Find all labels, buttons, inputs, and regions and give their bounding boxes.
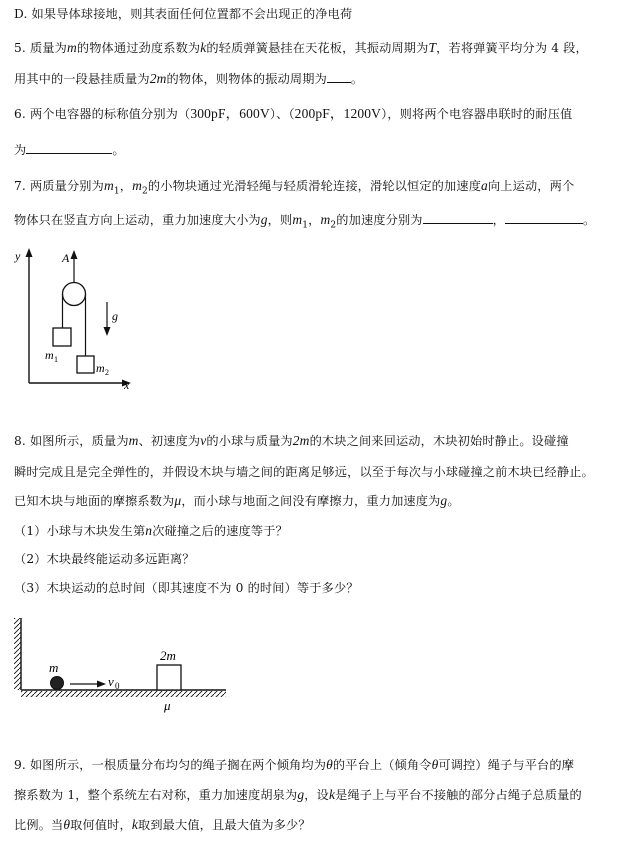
q6-text: ），则将两个电容器串联时的耐压值 bbox=[381, 107, 573, 121]
q5-text: 的轻质弹簧悬挂在天花板，其振动周期为 bbox=[206, 41, 429, 55]
q8-var-m: m bbox=[128, 433, 139, 448]
q5-text: 的物体通过劲度系数为 bbox=[76, 41, 201, 55]
q7-text: 。 bbox=[583, 213, 596, 227]
gravity-label: g bbox=[112, 309, 118, 323]
q9-text: ，设 bbox=[304, 788, 329, 802]
q6-text: ）、（ bbox=[269, 107, 295, 121]
q9-var-k: k bbox=[328, 787, 336, 802]
q5-text: 用其中的一段悬挂质量为 bbox=[14, 72, 150, 86]
q9-line-2 bbox=[14, 787, 582, 803]
block-m2-label: m bbox=[96, 361, 105, 375]
wall-hatching bbox=[14, 618, 21, 690]
q7-text: ，则 bbox=[267, 213, 293, 227]
pulley-label-a: A bbox=[62, 251, 70, 265]
q8-text: 、初速度为 bbox=[138, 434, 201, 448]
q9-var-theta: θ bbox=[326, 757, 333, 772]
x-axis-label: x bbox=[124, 378, 130, 392]
q9-text: 9. 如图所示，一根质量分布均匀的绳子搁在两个倾角均为 bbox=[14, 758, 327, 772]
q9-text: 擦系数为 1，整个系统左右对称，重力加速度胡泉为 bbox=[14, 788, 298, 802]
y-axis-arrow bbox=[26, 248, 33, 257]
q6-answer-blank[interactable] bbox=[26, 142, 112, 154]
q7-subscript: 1 bbox=[302, 220, 309, 231]
q9-var-theta: θ bbox=[431, 757, 439, 772]
q5-answer-blank[interactable] bbox=[327, 71, 351, 83]
floor-hatching bbox=[21, 691, 226, 697]
q7-var-g: g bbox=[260, 212, 268, 227]
q9-var-g: g bbox=[297, 787, 305, 802]
q9-text: 是绳子上与平台不接触的部分占绳子总质量的 bbox=[335, 788, 582, 802]
q5-var-2m: 2m bbox=[149, 71, 167, 86]
q9-line-1 bbox=[14, 757, 574, 773]
q6-capacitor-2: 200pF，1200V bbox=[294, 106, 382, 121]
q7-pulley-figure bbox=[12, 248, 142, 393]
q7-subscript: 2 bbox=[330, 220, 337, 231]
q8-text: 次碰撞之后的速度等于？ bbox=[152, 524, 288, 538]
gravity-arrow bbox=[104, 327, 111, 336]
q8-text: 瞬时完成且是完全弹性的，并假设木块与墙之间的距离足够远，以至于每次与小球碰撞之前木块已经静止。 bbox=[14, 465, 594, 479]
wooden-block bbox=[157, 665, 181, 690]
q7-answer-blank-2[interactable] bbox=[505, 212, 583, 224]
q5-var-t: T bbox=[428, 40, 437, 55]
q7-text: ， bbox=[119, 179, 133, 193]
q7-line-2 bbox=[14, 212, 595, 233]
q6-line-1 bbox=[14, 106, 572, 122]
q8-text: 的木块之间来回运动，木块初始时静止。设碰撞 bbox=[309, 434, 569, 448]
q8-text: 的小球与质量为 bbox=[206, 434, 293, 448]
q6-text: 。 bbox=[112, 143, 125, 157]
q5-text: ，若将弹簧平均分为 4 段， bbox=[436, 41, 588, 55]
block-m2-subscript: 2 bbox=[105, 368, 109, 377]
q8-text: 已知木块与地面的摩擦系数为 bbox=[14, 494, 175, 508]
q8-line-3 bbox=[14, 493, 460, 509]
block-m1 bbox=[53, 328, 71, 346]
q8-var-n: n bbox=[145, 523, 153, 538]
q8-text: 8. 如图所示，质量为 bbox=[14, 434, 129, 448]
q6-text: 为 bbox=[14, 143, 27, 157]
q7-text: 向上运动，两个 bbox=[487, 179, 575, 193]
q9-text: 取到最大值，且最大值为多少？ bbox=[138, 818, 311, 832]
velocity-arrow bbox=[97, 681, 106, 688]
q9-text: 的平台上（倾角令 bbox=[332, 758, 432, 772]
q7-line-1 bbox=[14, 178, 574, 199]
q8-text: （2）木块最终能运动多远距离？ bbox=[14, 552, 195, 566]
q7-subscript: 1 bbox=[113, 186, 120, 197]
q5-var-k: k bbox=[200, 40, 207, 55]
q6-capacitor-1: 300pF，600V bbox=[190, 106, 270, 121]
q7-text: ， bbox=[492, 213, 505, 227]
q8-sub-3 bbox=[14, 580, 359, 596]
q8-text: 。 bbox=[447, 494, 460, 508]
q6-text: 6. 两个电容器的标称值分别为（ bbox=[14, 107, 191, 121]
q7-answer-blank-1[interactable] bbox=[423, 212, 493, 224]
q5-line-2 bbox=[14, 71, 363, 87]
q6-line-2 bbox=[14, 142, 125, 158]
q8-var-g: g bbox=[440, 493, 448, 508]
q8-text: （1）小球与木块发生第 bbox=[14, 524, 146, 538]
acceleration-arrow bbox=[71, 250, 78, 259]
q8-line-1 bbox=[14, 433, 569, 449]
block-m1-label: m bbox=[45, 348, 54, 362]
q7-var-m1: m bbox=[103, 178, 114, 193]
q7-text: 的加速度分别为 bbox=[336, 213, 423, 227]
q7-var-m2: m bbox=[320, 212, 331, 227]
pulley-wheel bbox=[63, 283, 86, 306]
q8-text: （3）木块运动的总时间（即其速度不为 0 的时间）等于多少？ bbox=[14, 581, 359, 595]
q7-text: 物体只在竖直方向上运动，重力加速度大小为 bbox=[14, 213, 261, 227]
q7-var-m2: m bbox=[132, 178, 143, 193]
velocity-subscript: 0 bbox=[115, 681, 120, 691]
q8-sub-2 bbox=[14, 551, 195, 567]
q7-text: 的小物块通过光滑轻绳与轻质滑轮连接，滑轮以恒定的加速度 bbox=[147, 179, 482, 193]
q9-text: 可调控）绳子与平台的摩 bbox=[438, 758, 575, 772]
block-mass-label: 2m bbox=[160, 648, 176, 663]
block-m1-subscript: 1 bbox=[54, 355, 58, 364]
block-m2 bbox=[77, 356, 94, 373]
q8-wall-collision-figure bbox=[14, 614, 234, 714]
friction-label: μ bbox=[164, 698, 171, 713]
q7-var-m1: m bbox=[292, 212, 303, 227]
q8-var-v: v bbox=[200, 433, 207, 448]
ball bbox=[51, 677, 64, 690]
velocity-label: v bbox=[108, 674, 114, 689]
q8-text: ，而小球与地面之间没有摩擦力，重力加速度为 bbox=[181, 494, 441, 508]
y-axis-label: y bbox=[15, 249, 21, 263]
q8-sub-1 bbox=[14, 523, 288, 539]
q4-option-d-text: D. 如果导体球接地，则其表面任何位置都不会出现正的净电荷 bbox=[14, 7, 353, 21]
q9-text: 比例。当 bbox=[14, 818, 64, 832]
q5-line-1 bbox=[14, 40, 588, 56]
q8-line-2 bbox=[14, 464, 594, 480]
q5-var-m: m bbox=[66, 40, 77, 55]
q4-option-d bbox=[14, 6, 352, 22]
q9-line-3 bbox=[14, 817, 311, 833]
ball-mass-label: m bbox=[49, 660, 59, 675]
q7-var-a: a bbox=[481, 178, 488, 193]
q5-text: 的物体，则物体的振动周期为 bbox=[166, 72, 327, 86]
q7-subscript: 2 bbox=[142, 186, 148, 197]
q7-text: 7. 两质量分别为 bbox=[14, 179, 104, 193]
q5-text: 。 bbox=[350, 72, 364, 86]
q9-var-theta: θ bbox=[63, 817, 71, 832]
q8-var-2m: 2m bbox=[292, 433, 310, 448]
q5-text: 5. 质量为 bbox=[14, 41, 67, 55]
q7-text: ， bbox=[308, 213, 321, 227]
q9-text: 取何值时， bbox=[70, 818, 132, 832]
q9-var-k: k bbox=[131, 817, 138, 832]
q8-var-mu: μ bbox=[174, 493, 182, 508]
